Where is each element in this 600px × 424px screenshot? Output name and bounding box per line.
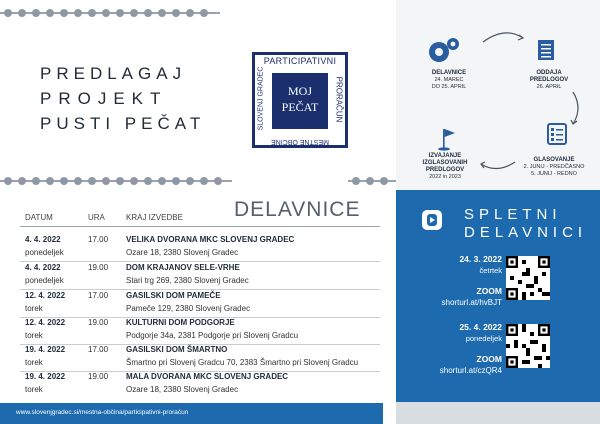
row-venue: DOM KRAJANOV SELE-VRHE (126, 263, 240, 272)
row-day: ponedeljek (25, 276, 64, 285)
column-header-venue: KRAJ IZVEDBE (126, 213, 183, 222)
row-address: Pameče 129, 2380 Slovenj Gradec (126, 304, 251, 313)
footer-url-link[interactable]: www.slovenjgradec.si/mestna-občina/participativni-proračun (16, 409, 189, 416)
row-address: Stari trg 269, 2380 Slovenj Gradec (126, 276, 249, 285)
headline-line-3: PUSTI PEČAT (40, 114, 206, 133)
row-address: Ozare 18, 2380 Slovenj Gradec (126, 385, 239, 394)
footer-bar (0, 403, 383, 424)
arrow-2-icon (573, 92, 578, 124)
stamp-right-text: PRORAČUN (334, 76, 344, 123)
table-row (0, 291, 390, 317)
delavnice-heading: DELAVNICE (234, 198, 361, 221)
arrow-3-icon (481, 162, 515, 169)
row-time: 19.00 (88, 372, 109, 381)
headline-line-2: PROJEKT (40, 89, 168, 108)
online-title-line-2: DELAVNICI (464, 224, 588, 241)
row-day: torek (25, 304, 43, 313)
row-venue: KULTURNI DOM PODGORJE (126, 318, 235, 327)
middle-bead-line (0, 176, 232, 186)
row-venue: GASILSKI DOM ŠMARTNO (126, 345, 228, 354)
table-row (0, 318, 390, 344)
row-day: ponedeljek (25, 248, 64, 257)
online-workshops-panel (396, 190, 600, 424)
process-step-1-text: 24. MAREC DO 25. APRIL (431, 77, 467, 90)
row-date: 4. 4. 2022 (25, 263, 61, 272)
process-step-4 (416, 153, 474, 181)
row-address: Ozare 18, 2380 Slovenj Gradec (126, 248, 239, 257)
process-step-1-title: DELAVNICE (431, 70, 467, 76)
row-venue: MALA DVORANA MKC SLOVENJ GRADEC (126, 372, 289, 381)
process-step-3-text: 2. JUNIJ - PREDČASNO 5. JUNIJ - REDNO (523, 164, 585, 177)
document-icon (538, 40, 554, 60)
process-step-2-text: 26. APRIL (536, 84, 562, 90)
session-1-date: 24. 3. 2022 (459, 254, 502, 264)
process-step-3-title: GLASOVANJE (533, 157, 575, 163)
row-date: 19. 4. 2022 (25, 345, 66, 354)
row-address: Šmartno pri Slovenj Gradcu 70, 2383 Šmartno pri Slovenj Gradcu (126, 358, 359, 367)
stamp-bottom-text: MESTNE OBČINE (271, 138, 329, 145)
row-address: Podgorje 34a, 2381 Podgorje pri Slovenj Gradcu (126, 331, 299, 340)
process-step-3 (516, 157, 592, 178)
row-date: 12. 4. 2022 (25, 291, 66, 300)
session-2-day: ponedeljek (465, 334, 502, 343)
process-step-2-title: ODDAJA PREDLOGOV (529, 70, 569, 83)
row-day: torek (25, 385, 43, 394)
arrow-1-icon (483, 33, 523, 42)
stamp-left-text: SLOVENJ GRADEC (257, 66, 265, 131)
session-1-zoom-link[interactable]: shorturl.at/hvBJT (441, 298, 502, 307)
row-time: 19.00 (88, 263, 109, 272)
session-2-date: 25. 4. 2022 (459, 322, 502, 332)
process-step-4-text: 2022 in 2023 (429, 174, 461, 180)
stamp-center-line-1: MOJ (287, 84, 312, 98)
process-step-4-title: IZVAJANJE IZGLASOVANIH PREDLOGOV (422, 153, 468, 173)
row-venue: GASILSKI DOM PAMEČE (126, 291, 221, 300)
stamp-center (272, 73, 328, 129)
header-divider (20, 226, 380, 227)
stamp-top-text: PARTICIPATIVNI (263, 56, 337, 66)
row-venue: VELIKA DVORANA MKC SLOVENJ GRADEC (126, 235, 295, 244)
row-date: 12. 4. 2022 (25, 318, 66, 327)
row-divider (20, 289, 380, 290)
moj-pecat-stamp-logo (252, 52, 348, 148)
online-title-line-1: SPLETNI (464, 206, 562, 223)
row-date: 4. 4. 2022 (25, 235, 61, 244)
row-time: 19.00 (88, 318, 109, 327)
session-1-day: četrtek (479, 266, 502, 275)
flag-icon (438, 129, 455, 151)
row-divider (20, 261, 380, 262)
row-time: 17.00 (88, 345, 109, 354)
row-day: torek (25, 358, 43, 367)
table-row (0, 263, 390, 289)
column-header-time: URA (88, 213, 105, 222)
row-date: 19. 4. 2022 (25, 372, 66, 381)
stamp-center-line-2: PEČAT (281, 100, 319, 114)
gears-icon (429, 38, 459, 62)
session-2-zoom-label: ZOOM (476, 354, 502, 364)
top-left-bead-line (0, 8, 220, 18)
video-play-icon (422, 210, 442, 230)
row-time: 17.00 (88, 235, 109, 244)
session-2-zoom-link[interactable]: shorturl.at/czQR4 (439, 366, 502, 375)
middle-right-bead-line (348, 176, 396, 186)
column-header-date: DATUM (25, 213, 53, 222)
table-row (0, 372, 390, 398)
table-row (0, 235, 390, 261)
row-time: 17.00 (88, 291, 109, 300)
session-2-qr-code[interactable] (506, 324, 550, 368)
row-day: torek (25, 331, 43, 340)
headline-line-1: PREDLAGAJ (40, 64, 187, 83)
panel-bottom-bar (396, 402, 600, 424)
process-step-1 (420, 70, 478, 91)
table-row (0, 345, 390, 371)
session-1-qr-code[interactable] (506, 256, 550, 300)
checklist-icon (548, 124, 566, 144)
process-step-2 (522, 70, 576, 91)
session-1-zoom-label: ZOOM (476, 286, 502, 296)
